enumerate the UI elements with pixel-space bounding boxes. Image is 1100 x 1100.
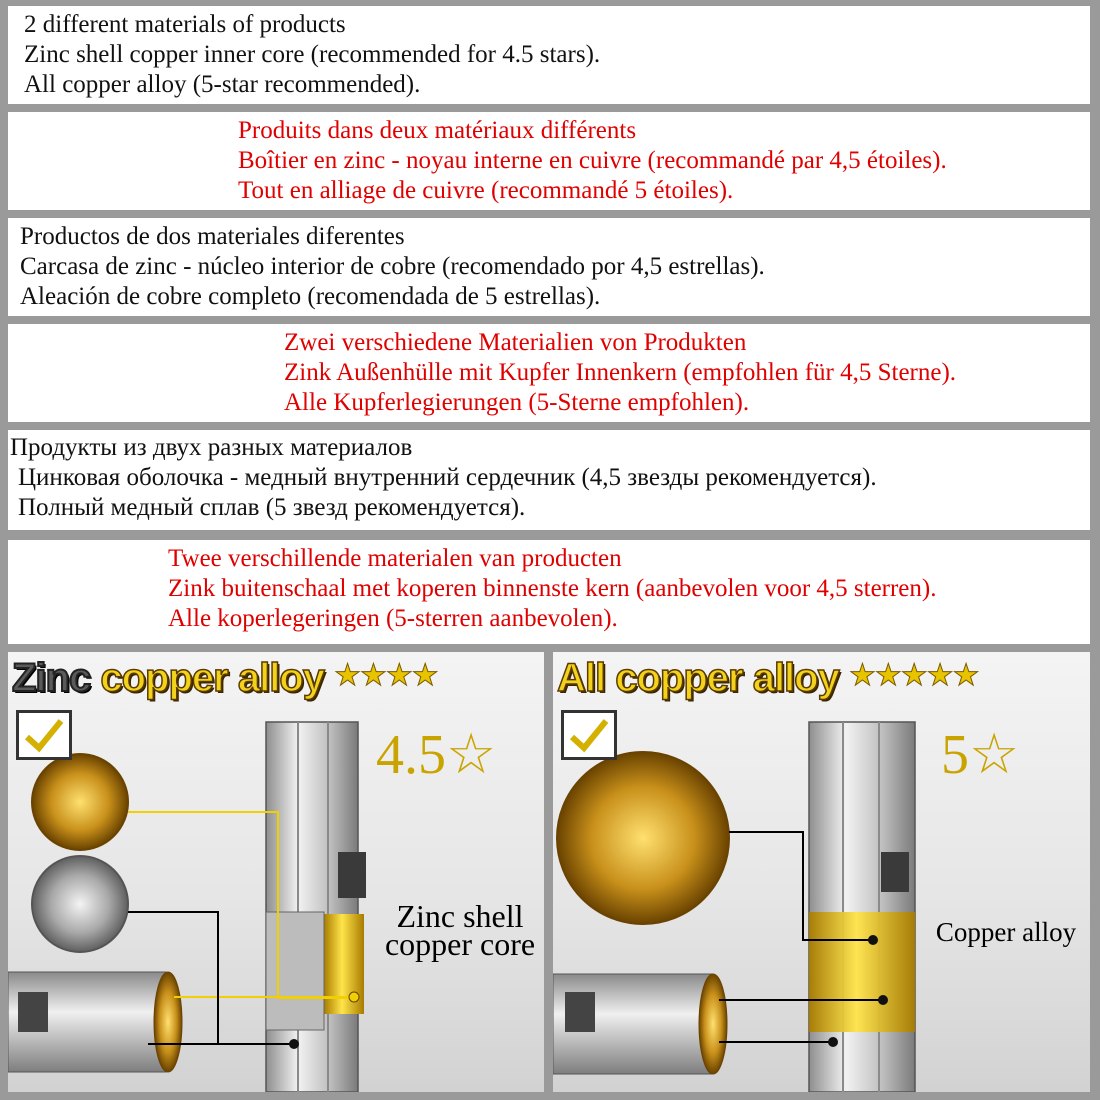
dutch-line-3: Alle koperlegeringen (5-sterren aanbevolen). [168, 605, 618, 632]
dutch-line-1: Twee verschillende materialen van producten [168, 545, 622, 572]
zinc-copper-title [12, 656, 438, 706]
french-line-2: Boîtier en zinc - noyau interne en cuivre (recommandé par 4,5 étoiles). [238, 147, 947, 174]
zinc-lock-illustration [8, 652, 544, 1092]
checkmark-box-icon [16, 710, 72, 760]
spanish-line-3: Aleación de cobre completo (recomendada de 5 estrellas). [20, 283, 601, 310]
all-copper-title [557, 656, 978, 706]
material-label-line-2: copper core [384, 926, 536, 962]
all-copper-panel [553, 652, 1090, 1092]
russian-line-3: Полный медный сплав (5 звезд рекомендуется). [18, 494, 526, 521]
spanish-band [8, 218, 1090, 316]
rating-value: 5☆ [941, 724, 1020, 786]
english-line-2: Zinc shell copper inner core (recommended for 4.5 stars). [24, 41, 601, 68]
russian-band [8, 430, 1090, 530]
german-line-2: Zink Außenhülle mit Kupfer Innenkern (empfohlen für 4,5 Sterne). [284, 359, 957, 386]
german-line-1: Zwei verschiedene Materialien von Produkten [284, 329, 747, 356]
english-band [8, 6, 1090, 104]
spanish-line-1: Productos de dos materiales diferentes [20, 223, 405, 250]
french-line-1: Produits dans deux matériaux différents [238, 117, 637, 144]
english-line-3: All copper alloy (5-star recommended). [24, 71, 421, 98]
zinc-copper-panel [8, 652, 544, 1092]
copper-alloy-title-word: copper alloy [100, 656, 324, 700]
russian-line-2: Цинковая оболочка - медный внутренний сердечник (4,5 звезды рекомендуется). [18, 464, 877, 491]
rating-value: 4.5☆ [376, 724, 497, 786]
german-line-3: Alle Kupferlegierungen (5-Sterne empfohlen). [284, 389, 750, 416]
german-band [8, 324, 1090, 422]
english-line-1: 2 different materials of products [24, 11, 346, 38]
checkmark-box-icon [561, 710, 617, 760]
zinc-title-word: Zinc [12, 656, 91, 700]
copper-lock-illustration [553, 652, 1090, 1092]
russian-line-1: Продукты из двух разных материалов [10, 434, 413, 461]
spanish-line-2: Carcasa de zinc - núcleo interior de cobre (recomendado por 4,5 estrellas). [20, 253, 765, 280]
star-rating-icons: ★★★★ [334, 659, 438, 692]
french-line-3: Tout en alliage de cuivre (recommandé 5 étoiles). [238, 177, 734, 204]
dutch-line-2: Zink buitenschaal met koperen binnenste kern (aanbevolen voor 4,5 sterren). [168, 575, 937, 602]
all-copper-title-word: All copper alloy [557, 656, 839, 700]
french-band [8, 112, 1090, 210]
material-label-line-1: Zinc shell [396, 898, 524, 934]
material-label: Copper alloy [935, 917, 1077, 947]
star-rating-icons: ★★★★★ [848, 659, 979, 692]
dutch-band [8, 540, 1090, 644]
material-label [370, 898, 544, 962]
